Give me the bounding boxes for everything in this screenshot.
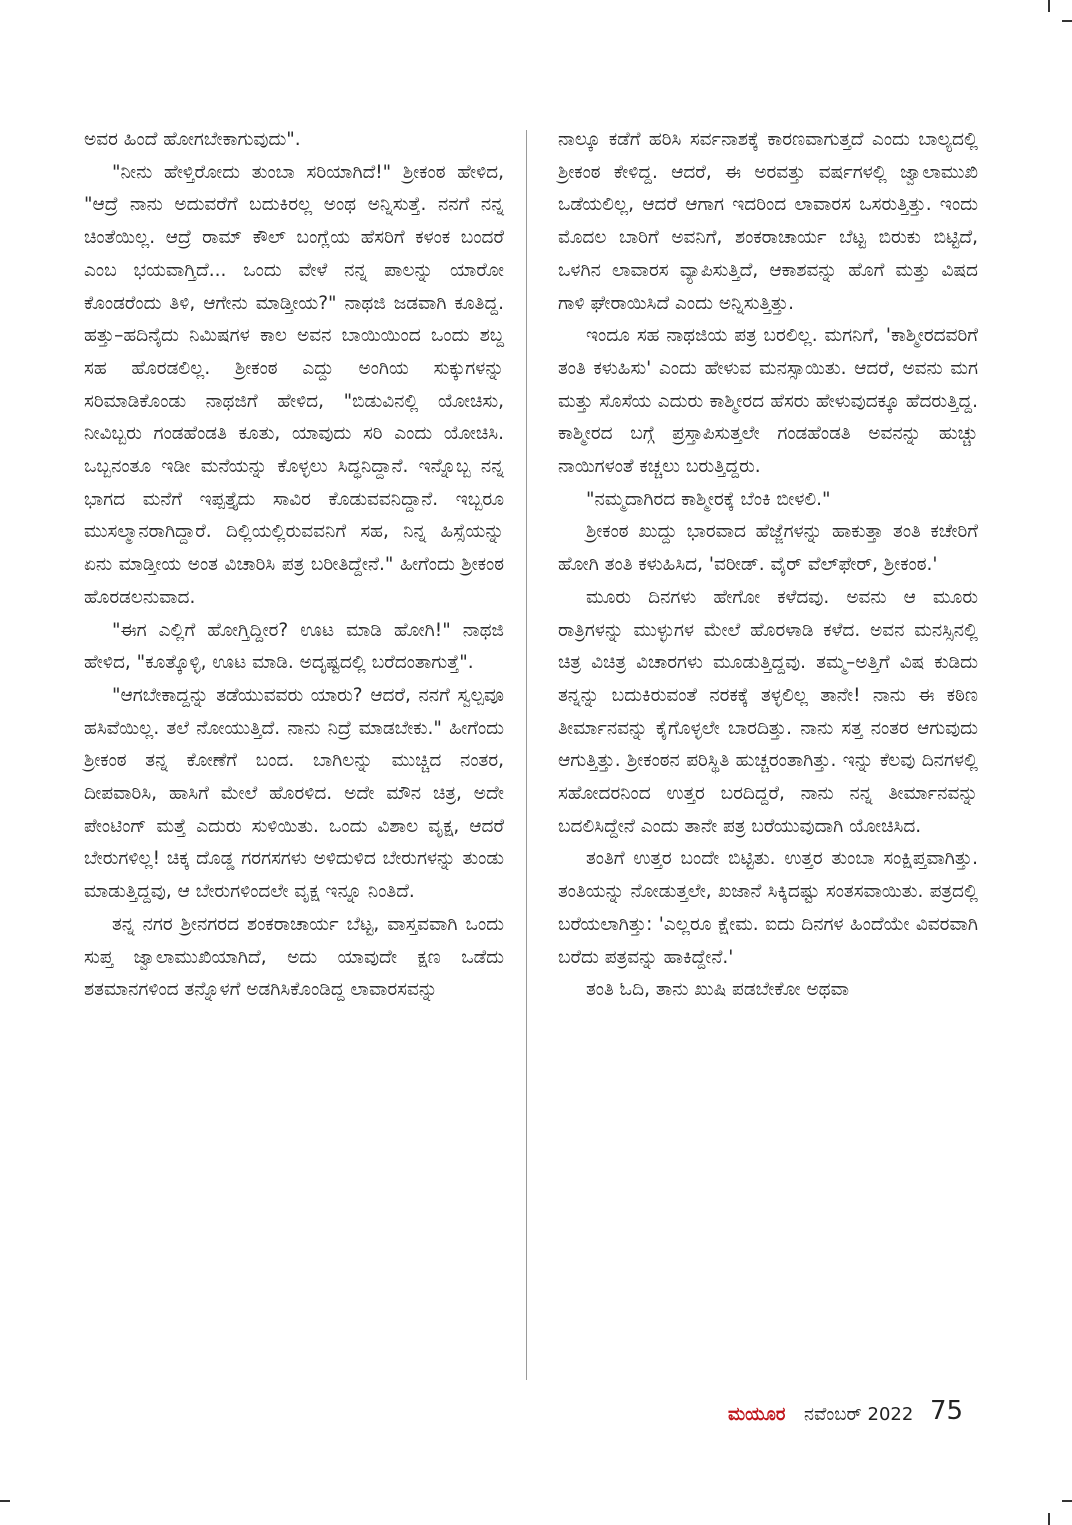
crop-mark	[1062, 1500, 1072, 1502]
paragraph: ಶ್ರೀಕಂಠ ಖುದ್ದು ಭಾರವಾದ ಹೆಜ್ಜೆಗಳನ್ನು ಹಾಕುತ್ತಾ ತಂತಿ ಕಚೇರಿಗೆ ಹೋಗಿ ತಂತಿ ಕಳುಹಿಸಿದ, 'ವರೀಡ್. ವೈರ್ ವೆಲ್‌ಫೇರ್, ಶ್ರೀಕಂಠ.'	[558, 521, 978, 576]
paragraph: ತಂತಿಗೆ ಉತ್ತರ ಬಂದೇ ಬಿಟ್ಟಿತು. ಉತ್ತರ ತುಂಬಾ ಸಂಕ್ಷಿಪ್ತವಾಗಿತ್ತು. ತಂತಿಯನ್ನು ನೋಡುತ್ತಲೇ, ಖಜಾನೆ ಸಿಕ್ಕಿದಷ್ಟು ಸಂತಸವಾಯಿತು. ಪತ್ರದಲ್ಲಿ ಬರೆಯಲಾಗಿತ್ತು: 'ಎಲ್ಲರೂ ಕ್ಷೇಮ. ಐದು ದಿನಗಳ ಹಿಂದೆಯೇ ವಿವರವಾಗಿ ಬರೆದು ಪತ್ರವನ್ನು ಹಾಕಿದ್ದೇನೆ.'	[558, 848, 978, 968]
paragraph: "ಆಗಬೇಕಾದ್ದನ್ನು ತಡೆಯುವವರು ಯಾರು? ಆದರೆ, ನನಗೆ ಸ್ವಲ್ಪವೂ ಹಸಿವೆಯಿಲ್ಲ. ತಲೆ ನೋಯುತ್ತಿದೆ. ನಾನು ನಿದ್ರೆ ಮಾಡಬೇಕು." ಹೀಗೆಂದು ಶ್ರೀಕಂಠ ತನ್ನ ಕೋಣೆಗೆ ಬಂದ. ಬಾಗಿಲನ್ನು ಮುಚ್ಚಿದ ನಂತರ, ದೀಪವಾರಿಸಿ, ಹಾಸಿಗೆ ಮೇಲೆ ಹೊರಳಿದ. ಅದೇ ಮೌನ ಚಿತ್ರ, ಅದೇ ಪೇಂಟಿಂಗ್ ಮತ್ತೆ ಎದುರು ಸುಳಿಯಿತು. ಒಂದು ವಿಶಾಲ ವೃಕ್ಷ, ಆದರೆ ಬೇರುಗಳಿಲ್ಲ! ಚಿಕ್ಕ ದೊಡ್ಡ ಗರಗಸಗಳು ಅಳಿದುಳಿದ ಬೇರುಗಳನ್ನು ತುಂಡು ಮಾಡುತ್ತಿದ್ದವು, ಆ ಬೇರುಗಳಿಂದಲೇ ವೃಕ್ಷ ಇನ್ನೂ ನಿಂತಿದೆ.	[84, 684, 504, 903]
paragraph: ಇಂದೂ ಸಹ ನಾಥಜಿಯ ಪತ್ರ ಬರಲಿಲ್ಲ. ಮಗನಿಗೆ, 'ಕಾಶ್ಮೀರದವರಿಗೆ ತಂತಿ ಕಳುಹಿಸು' ಎಂದು ಹೇಳುವ ಮನಸ್ಸಾಯಿತು. ಆದರೆ, ಅವನು ಮಗ ಮತ್ತು ಸೊಸೆಯ ಎದುರು ಕಾಶ್ಮೀರದ ಹೆಸರು ಹೇಳುವುದಕ್ಕೂ ಹೆದರುತ್ತಿದ್ದ. ಕಾಶ್ಮೀರದ ಬಗ್ಗೆ ಪ್ರಸ್ತಾಪಿಸುತ್ತಲೇ ಗಂಡಹೆಂಡತಿ ಅವನನ್ನು ಹುಚ್ಚು ನಾಯಿಗಳಂತೆ ಕಚ್ಚಲು ಬರುತ್ತಿದ್ದರು.	[558, 325, 978, 478]
crop-mark	[0, 1500, 10, 1502]
column-divider	[526, 130, 527, 1380]
paragraph: "ನೀನು ಹೇಳ್ತಿರೋದು ತುಂಬಾ ಸರಿಯಾಗಿದೆ!" ಶ್ರೀಕಂಠ ಹೇಳಿದ, "ಆದ್ರೆ ನಾನು ಅದುವರೆಗೆ ಬದುಕಿರಲ್ಲ ಅಂಥ ಅನ್ನಿಸುತ್ತೆ. ನನಗೆ ನನ್ನ ಚಿಂತೆಯಿಲ್ಲ. ಆದ್ರೆ ರಾಮ್ ಕೌಲ್ ಬಂಗ್ಲೆಯ ಹೆಸರಿಗೆ ಕಳಂಕ ಬಂದರೆ ಎಂಬ ಭಯವಾಗ್ತಿದೆ... ಒಂದು ವೇಳೆ ನನ್ನ ಪಾಲನ್ನು ಯಾರೋ ಕೊಂಡರೆಂದು ತಿಳಿ, ಆಗೇನು ಮಾಡ್ತೀಯ?" ನಾಥಜಿ ಜಡವಾಗಿ ಕೂತಿದ್ದ. ಹತ್ತು–ಹದಿನೈದು ನಿಮಿಷಗಳ ಕಾಲ ಅವನ ಬಾಯಿಯಿಂದ ಒಂದು ಶಬ್ದ ಸಹ ಹೊರಡಲಿಲ್ಲ. ಶ್ರೀಕಂಠ ಎದ್ದು ಅಂಗಿಯ ಸುಕ್ಕುಗಳನ್ನು ಸರಿಮಾಡಿಕೊಂಡು ನಾಥಜಿಗೆ ಹೇಳಿದ, "ಬಿಡುವಿನಲ್ಲಿ ಯೋಚಿಸು, ನೀವಿಬ್ಬರು ಗಂಡಹೆಂಡತಿ ಕೂತು, ಯಾವುದು ಸರಿ ಎಂದು ಯೋಚಿಸಿ. ಒಬ್ಬನಂತೂ ಇಡೀ ಮನೆಯನ್ನು ಕೊಳ್ಳಲು ಸಿದ್ಧನಿದ್ದಾನೆ. ಇನ್ನೊಬ್ಬ ನನ್ನ ಭಾಗದ ಮನೆಗೆ ಇಪ್ಪತ್ತೈದು ಸಾವಿರ ಕೊಡುವವನಿದ್ದಾನೆ. ಇಬ್ಬರೂ ಮುಸಲ್ಮಾನರಾಗಿದ್ದಾರೆ. ದಿಲ್ಲಿಯಲ್ಲಿರುವವನಿಗೆ ಸಹ, ನಿನ್ನ ಹಿಸ್ಸೆಯನ್ನು ಏನು ಮಾಡ್ತೀಯ ಅಂತ ವಿಚಾರಿಸಿ ಪತ್ರ ಬರೀತಿದ್ದೇನೆ." ಹೀಗೆಂದು ಶ್ರೀಕಂಠ ಹೊರಡಲನುವಾದ.	[84, 161, 504, 608]
page-number: 75	[930, 1396, 964, 1426]
crop-mark	[1048, 1513, 1050, 1525]
magazine-logo: ಮಯೂರ	[728, 1404, 786, 1425]
paragraph: "ಈಗ ಎಲ್ಲಿಗೆ ಹೋಗ್ತಿದ್ದೀರ? ಊಟ ಮಾಡಿ ಹೋಗಿ!" ನಾಥಜಿ ಹೇಳಿದ, "ಕೂತ್ಕೊಳ್ಳಿ, ಊಟ ಮಾಡಿ. ಅದೃಷ್ಟದಲ್ಲಿ ಬರೆದಂತಾಗುತ್ತೆ".	[84, 619, 504, 674]
left-text-column	[84, 124, 504, 1007]
paragraph: ತನ್ನ ನಗರ ಶ್ರೀನಗರದ ಶಂಕರಾಚಾರ್ಯ ಬೆಟ್ಟ, ವಾಸ್ತವವಾಗಿ ಒಂದು ಸುಪ್ತ ಜ್ವಾಲಾಮುಖಿಯಾಗಿದೆ, ಅದು ಯಾವುದೇ ಕ್ಷಣ ಒಡೆದು ಶತಮಾನಗಳಿಂದ ತನ್ನೊಳಗೆ ಅಡಗಿಸಿಕೊಂಡಿದ್ದ ಲಾವಾರಸವನ್ನು	[84, 913, 504, 1001]
page-footer	[720, 1392, 970, 1432]
paragraph: "ನಮ್ಮದಾಗಿರದ ಕಾಶ್ಮೀರಕ್ಕೆ ಬೆಂಕಿ ಬೀಳಲಿ."	[586, 488, 831, 510]
crop-mark	[1062, 20, 1072, 22]
crop-mark	[1048, 0, 1050, 12]
right-text-column	[558, 124, 978, 1007]
issue-date: ನವೆಂಬರ್ 2022	[804, 1404, 914, 1425]
paragraph: ಮೂರು ದಿನಗಳು ಹೇಗೋ ಕಳೆದವು. ಅವನು ಆ ಮೂರು ರಾತ್ರಿಗಳನ್ನು ಮುಳ್ಳುಗಳ ಮೇಲೆ ಹೊರಳಾಡಿ ಕಳೆದ. ಅವನ ಮನಸ್ಸಿನಲ್ಲಿ ಚಿತ್ರ ವಿಚಿತ್ರ ವಿಚಾರಗಳು ಮೂಡುತ್ತಿದ್ದವು. ತಮ್ಮ–ಅತ್ತಿಗೆ ವಿಷ ಕುಡಿದು ತನ್ನನ್ನು ಬದುಕಿರುವಂತೆ ನರಕಕ್ಕೆ ತಳ್ಳಲಿಲ್ಲ ತಾನೇ! ನಾನು ಈ ಕಠಿಣ ತೀರ್ಮಾನವನ್ನು ಕೈಗೊಳ್ಳಲೇ ಬಾರದಿತ್ತು. ನಾನು ಸತ್ತ ನಂತರ ಆಗುವುದು ಆಗುತ್ತಿತ್ತು. ಶ್ರೀಕಂಠನ ಪರಿಸ್ಥಿತಿ ಹುಚ್ಚರಂತಾಗಿತ್ತು. ಇನ್ನು ಕೆಲವು ದಿನಗಳಲ್ಲಿ ಸಹೋದರನಿಂದ ಉತ್ತರ ಬರದಿದ್ದರೆ, ನಾನು ನನ್ನ ತೀರ್ಮಾನವನ್ನು ಬದಲಿಸಿದ್ದೇನೆ ಎಂದು ತಾನೇ ಪತ್ರ ಬರೆಯುವುದಾಗಿ ಯೋಚಿಸಿದ.	[558, 586, 978, 837]
paragraph: ನಾಲ್ಕೂ ಕಡೆಗೆ ಹರಿಸಿ ಸರ್ವನಾಶಕ್ಕೆ ಕಾರಣವಾಗುತ್ತದೆ ಎಂದು ಬಾಲ್ಯದಲ್ಲಿ ಶ್ರೀಕಂಠ ಕೇಳಿದ್ದ. ಆದರೆ, ಈ ಅರವತ್ತು ವರ್ಷಗಳಲ್ಲಿ ಜ್ವಾಲಾಮುಖಿ ಒಡೆಯಲಿಲ್ಲ, ಆದರೆ ಆಗಾಗ ಇದರಿಂದ ಲಾವಾರಸ ಒಸರುತ್ತಿತ್ತು. ಇಂದು ಮೊದಲ ಬಾರಿಗೆ ಅವನಿಗೆ, ಶಂಕರಾಚಾರ್ಯ ಬೆಟ್ಟ ಬಿರುಕು ಬಿಟ್ಟಿದೆ, ಒಳಗಿನ ಲಾವಾರಸ ವ್ಯಾಪಿಸುತ್ತಿದೆ, ಆಕಾಶವನ್ನು ಹೊಗೆ ಮತ್ತು ವಿಷದ ಗಾಳಿ ಘೇರಾಯಿಸಿದೆ ಎಂದು ಅನ್ನಿಸುತ್ತಿತ್ತು.	[558, 129, 978, 314]
paragraph: ಅವರ ಹಿಂದೆ ಹೋಗಬೇಕಾಗುವುದು".	[84, 129, 301, 150]
paragraph: ತಂತಿ ಓದಿ, ತಾನು ಖುಷಿ ಪಡಬೇಕೋ ಅಥವಾ	[586, 979, 850, 1001]
